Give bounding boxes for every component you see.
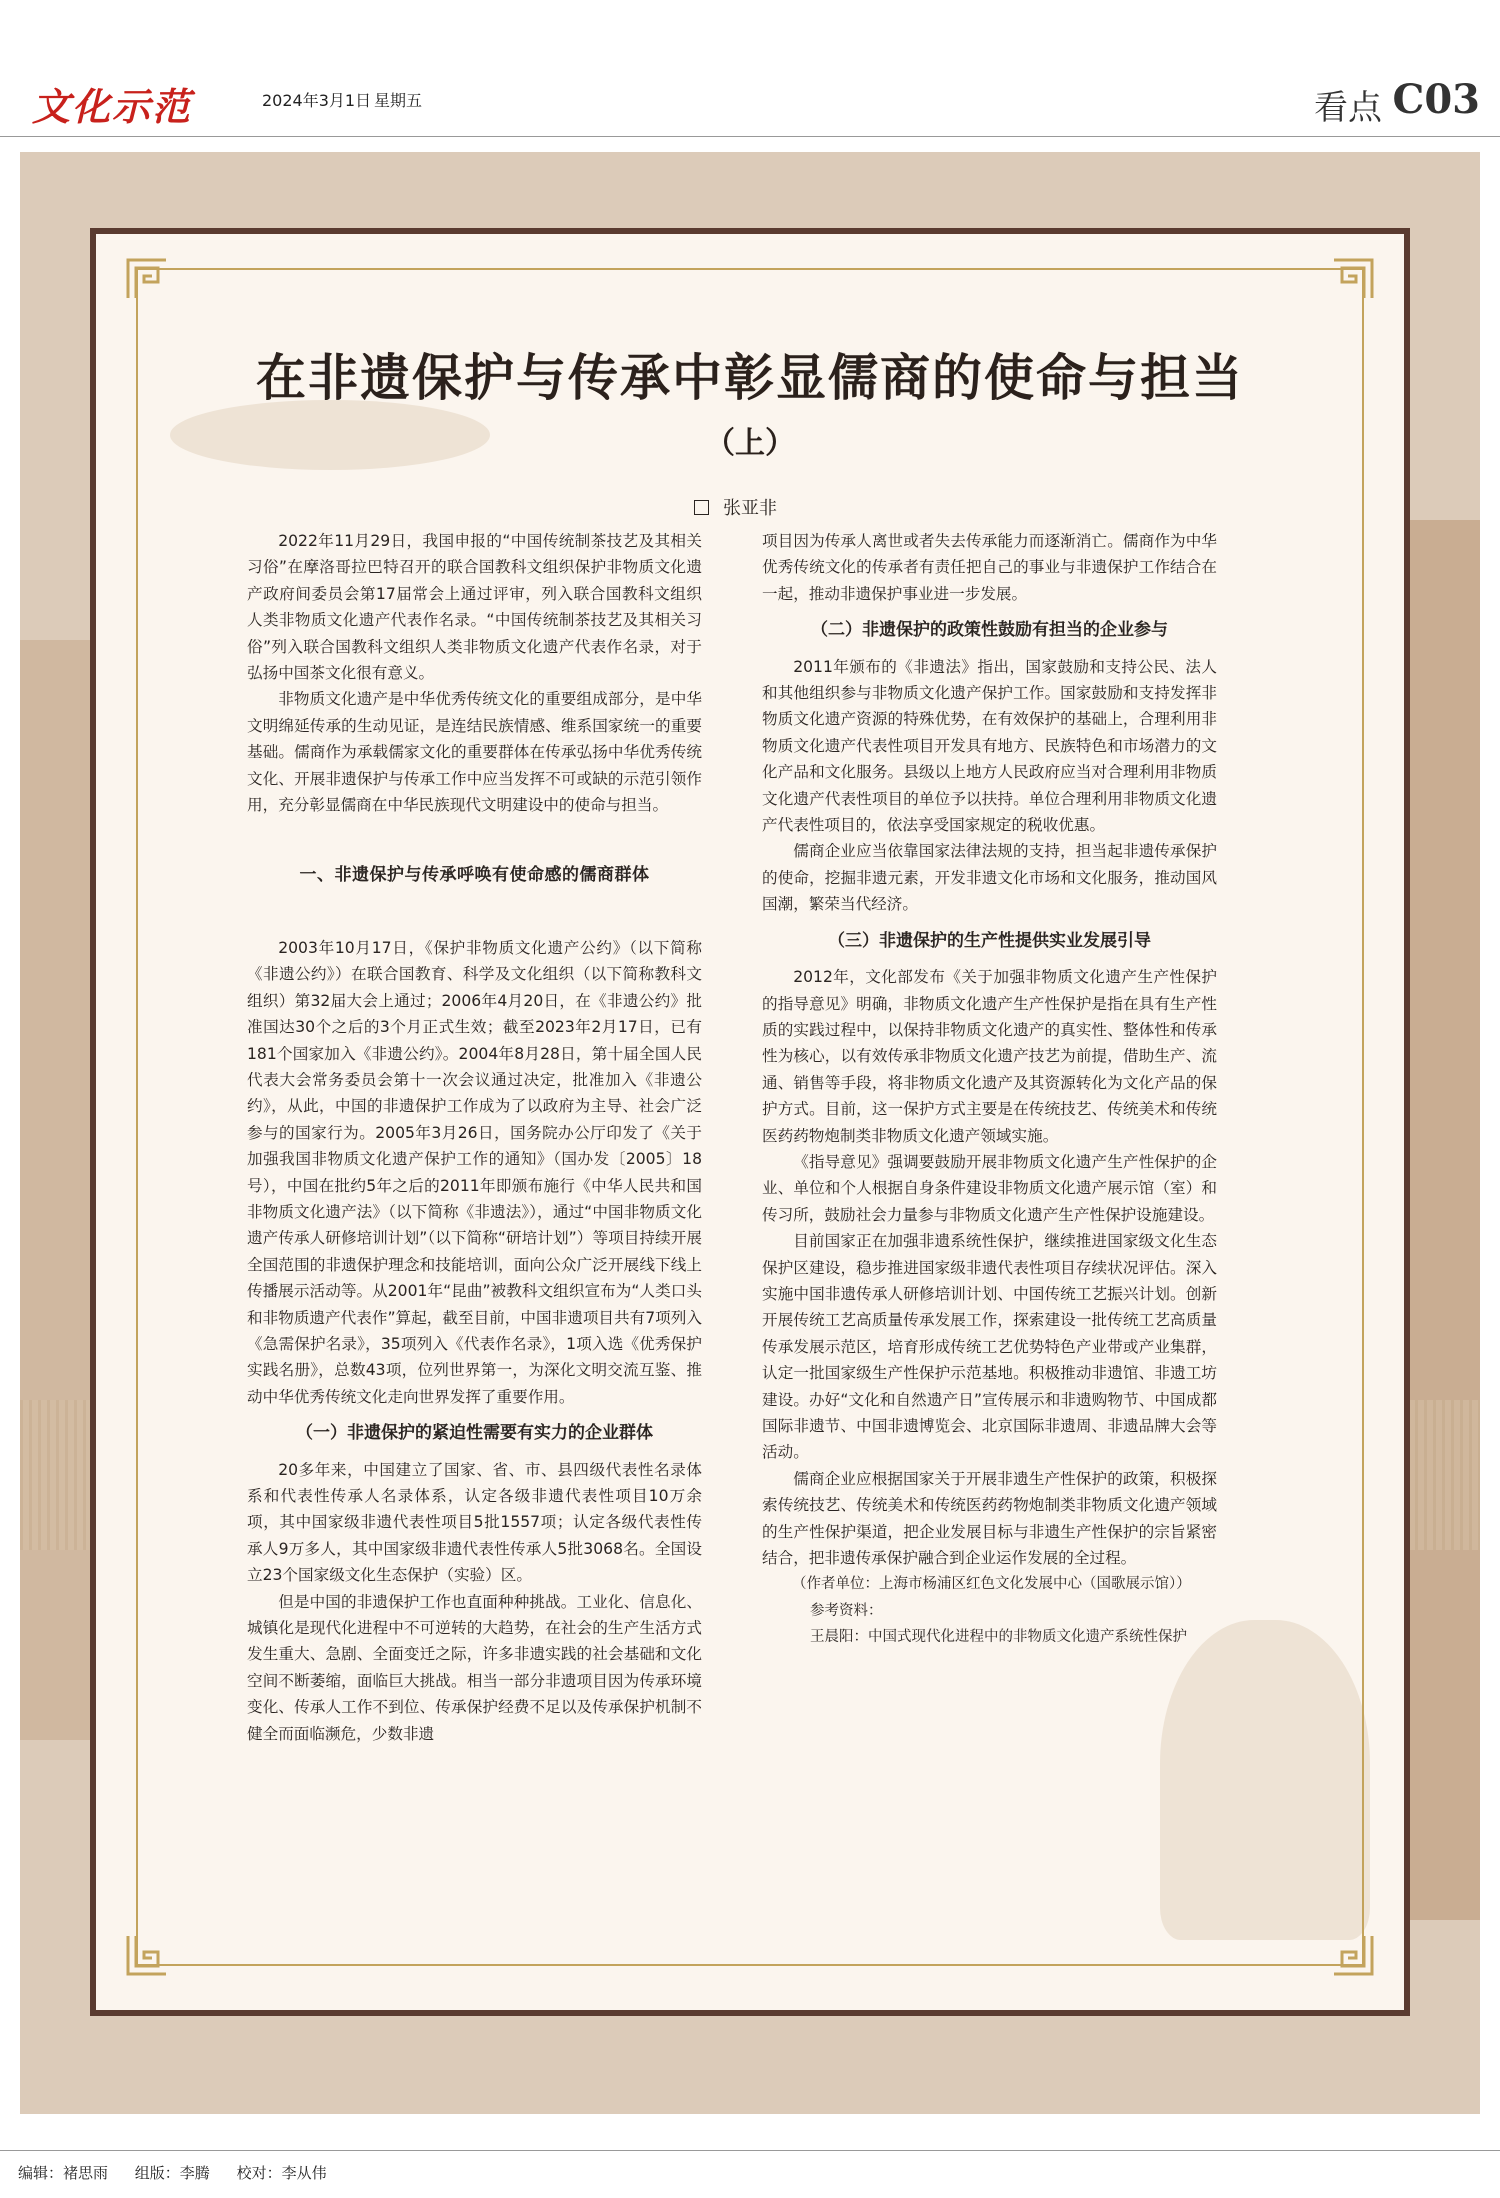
paragraph: 20多年来，中国建立了国家、省、市、县四级代表性名录体系和代表性传承人名录体系，认定各级非遗代表性项目10万余项，其中国家级非遗代表性项目5批1557项；认定各级代表性传承人9万多人，其中国家级非遗代表性传承人5批3068名。全国设立23个国家级文化生态保护（实验）区。	[247, 1460, 702, 1585]
publication-weekday: 星期五	[374, 91, 423, 110]
footer-layout: 组版：李腾	[134, 2164, 210, 2182]
author-name: 张亚非	[723, 498, 777, 519]
article-note: 参考资料：	[810, 1602, 883, 1619]
paragraph: 项目因为传承人离世或者失去传承能力而逐渐消亡。儒商作为中华优秀传统文化的传承者有责任把自己的事业与非遗保护工作结合在一起，推动非遗保护事业进一步发展。	[762, 532, 1217, 603]
paragraph: 2003年10月17日，《保护非物质文化遗产公约》（以下简称《非遗公约》）在联合国教育、科学及文化组织（以下简称教科文组织）第32届大会上通过；2006年4月20日，在《非遗公约》批准国达30个之后的3个月正式生效；截至2023年2月17日，已有181个国家加入《非遗公约》。2004年8月28日，第十届全国人民代表大会常务委员会第十一次会议通过决定，批准加入《非遗公约》，从此，中国的非遗保护工作成为了以政府为主导、社会广泛参与的国家行为。2005年3月26日，国务院办公厅印发了《关于加强我国非物质文化遗产保护工作的通知》（国办发〔2005〕18号），中国在批约5年之后的2011年即颁布施行《中华人民共和国非物质文化遗产法》（以下简称《非遗法》），通过“中国非物质文化遗产传承人研修培训计划”（以下简称“研培计划”）等项目持续开展全国范围的非遗保护理念和技能培训，面向公众广泛开展线下线上传播展示活动等。从2001年“昆曲”被教科文组织宣布为“人类口头和非物质遗产代表作”算起，截至目前，中国非遗项目共有7项列入《急需保护名录》，35项列入《代表作名录》，1项入选《优秀保护实践名册》，总数43项，位列世界第一，为深化文明交流互鉴、推动中华优秀传统文化走向世界发挥了重要作用。	[247, 938, 702, 1406]
article-subtitle: （上）	[705, 426, 795, 461]
footer-proofreader: 校对：李从伟	[236, 2164, 327, 2182]
article-note: 王晨阳：中国式现代化进程中的非物质文化遗产系统性保护	[810, 1629, 1187, 1646]
paragraph: 儒商企业应当依靠国家法律法规的支持，担当起非遗传承保护的使命，挖掘非遗元素，开发非遗文化市场和文化服务，推动国风国潮，繁荣当代经济。	[762, 842, 1217, 914]
corner-ornament-icon	[1330, 1932, 1376, 1978]
background-stripe-right	[1400, 520, 1480, 1920]
corner-ornament-icon	[124, 256, 170, 302]
article-column-left	[247, 528, 702, 1747]
paragraph: 但是中国的非遗保护工作也直面种种挑战。工业化、信息化、城镇化是现代化进程中不可逆转的大趋势，在社会的生产生活方式发生重大、急剧、全面变迁之际，许多非遗实践的社会基础和文化空间不断萎缩，面临巨大挑战。相当一部分非遗项目因为传承环境变化、传承人工作不到位、传承保护经费不足以及传承保护机制不健全而面临濒危，少数非遗	[247, 1592, 702, 1743]
section-name: 看点	[1314, 88, 1382, 128]
article-title: 在非遗保护与传承中彰显儒商的使命与担当	[256, 348, 1244, 407]
page-footer	[18, 2162, 349, 2183]
corner-ornament-icon	[124, 1932, 170, 1978]
paragraph: 《指导意见》强调要鼓励开展非物质文化遗产生产性保护的企业、单位和个人根据自身条件建设非物质文化遗产展示馆（室）和传习所，鼓励社会力量参与非物质文化遗产生产性保护设施建设。	[762, 1152, 1217, 1224]
byline-box-icon	[694, 500, 709, 515]
corner-ornament-icon	[1330, 256, 1376, 302]
section-heading: 一、非遗保护与传承呼唤有使命感的儒商群体	[299, 865, 650, 886]
section-heading: （一）非遗保护的紧迫性需要有实力的企业群体	[296, 1423, 653, 1444]
article-author	[694, 494, 777, 520]
publication-date: 2024年3月1日	[262, 91, 372, 110]
masthead-divider	[0, 136, 1500, 137]
article-column-right	[762, 528, 1217, 1651]
article-note: （作者单位：上海市杨浦区红色文化发展中心（国歌展示馆））	[792, 1576, 1191, 1593]
paragraph: 2022年11月29日，我国申报的“中国传统制茶技艺及其相关习俗”在摩洛哥拉巴特召开的联合国教科文组织保护非物质文化遗产政府间委员会第17届常会上通过评审，列入联合国教科文组织人类非物质文化遗产代表作名录。“中国传统制茶技艺及其相关习俗”列入联合国教科文组织人类非物质文化遗产代表作名录，对于弘扬中国茶文化很有意义。	[247, 532, 702, 683]
section-heading: （二）非遗保护的政策性鼓励有担当的企业参与	[811, 620, 1168, 641]
paragraph: 2011年颁布的《非遗法》指出，国家鼓励和支持公民、法人和其他组织参与非物质文化遗产保护工作。国家鼓励和支持发挥非物质文化遗产资源的特殊优势，在有效保护的基础上，合理利用非物质文化遗产代表性项目开发具有地方、民族特色和市场潜力的文化产品和文化服务。县级以上地方人民政府应当对合理利用非物质文化遗产代表性项目的单位予以扶持。单位合理利用非物质文化遗产代表性项目的，依法享受国家规定的税收优惠。	[762, 657, 1217, 835]
footer-divider	[0, 2150, 1500, 2151]
paragraph: 儒商企业应根据国家关于开展非遗生产性保护的政策，积极探索传统技艺、传统美术和传统医药药物炮制类非物质文化遗产领域的生产性保护渠道，把企业发展目标与非遗生产性保护的宗旨紧密结合，把非遗传承保护融合到企业运作发展的全过程。	[762, 1469, 1217, 1568]
masthead	[0, 0, 1500, 140]
paragraph: 非物质文化遗产是中华优秀传统文化的重要组成部分，是中华文明绵延传承的生动见证，是连结民族情感、维系国家统一的重要基础。儒商作为承载儒家文化的重要群体在传承弘扬中华优秀传统文化、开展非遗保护与传承工作中应当发挥不可或缺的示范引领作用，充分彰显儒商在中华民族现代文明建设中的使命与担当。	[247, 690, 702, 815]
newspaper-logo: 文化示范	[32, 84, 193, 129]
paragraph: 2012年，文化部发布《关于加强非物质文化遗产生产性保护的指导意见》明确，非物质文化遗产生产性保护是指在具有生产性质的实践过程中，以保持非物质文化遗产的真实性、整体性和传承性为核心，以有效传承非物质文化遗产技艺为前提，借助生产、流通、销售等手段，将非物质文化遗产及其资源转化为文化产品的保护方式。目前，这一保护方式主要是在传统技艺、传统美术和传统医药药物炮制类非物质文化遗产领域实施。	[762, 968, 1217, 1145]
footer-editor: 编辑：褚思雨	[18, 2164, 109, 2182]
section-heading: （三）非遗保护的生产性提供实业发展引导	[828, 930, 1151, 951]
page-number: C03	[1392, 76, 1480, 123]
background-stripe-left	[20, 640, 90, 1740]
paragraph: 目前国家正在加强非遗系统性保护，继续推进国家级文化生态保护区建设，稳步推进国家级非遗代表性项目存续状况评估。深入实施中国非遗传承人研修培训计划、中国传统工艺振兴计划。创新开展传统工艺高质量传承发展工作，探索建设一批传统工艺高质量传承发展示范区，培育形成传统工艺优势特色产业带或产业集群，认定一批国家级生产性保护示范基地。积极推动非遗馆、非遗工坊建设。办好“文化和自然遗产日”宣传展示和非遗购物节、中国成都国际非遗节、中国非遗博览会、北京国际非遗周、非遗品牌大会等活动。	[762, 1232, 1217, 1462]
